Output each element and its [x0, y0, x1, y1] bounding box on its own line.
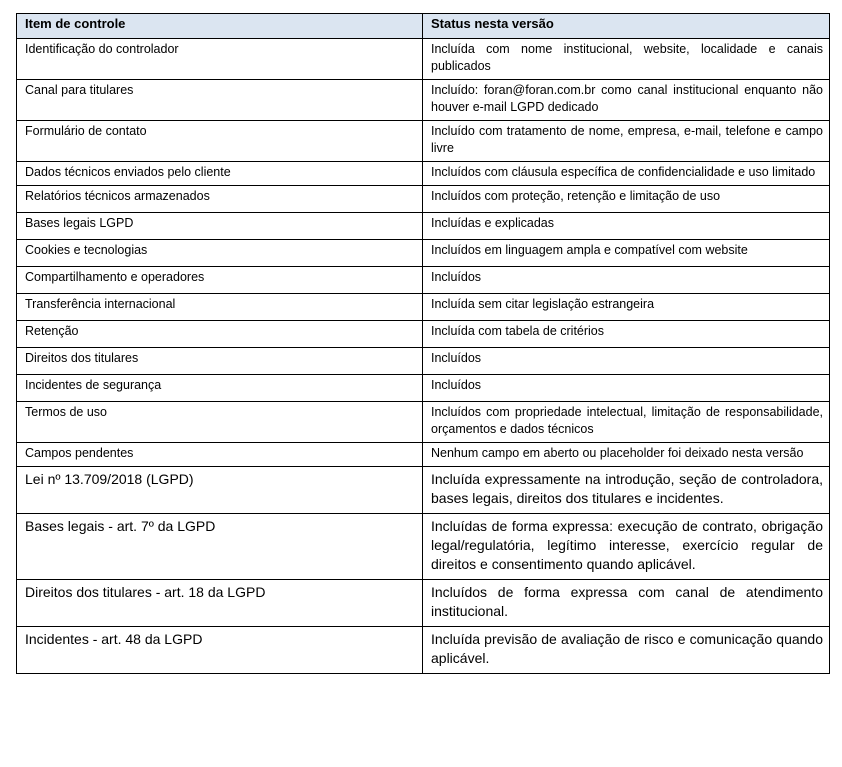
row-item: Termos de uso	[17, 402, 423, 443]
row-item: Bases legais LGPD	[17, 213, 423, 240]
row-item: Transferência internacional	[17, 294, 423, 321]
row-item: Retenção	[17, 321, 423, 348]
table-row	[17, 321, 830, 348]
table-row	[17, 213, 830, 240]
row-item: Relatórios técnicos armazenados	[17, 186, 423, 213]
row-status: Incluídas de forma expressa: execução de contrato, obrigação legal/regulatória, legítimo interesse, exercício regular de direitos e consentimento quando aplicável.	[423, 514, 830, 580]
table-row	[17, 402, 830, 443]
table-row	[17, 443, 830, 467]
row-item: Bases legais - art. 7º da LGPD	[17, 514, 423, 580]
row-item: Direitos dos titulares - art. 18 da LGPD	[17, 580, 423, 627]
table-row	[17, 186, 830, 213]
table-row	[17, 80, 830, 121]
row-status: Nenhum campo em aberto ou placeholder foi deixado nesta versão	[423, 443, 830, 467]
row-item: Incidentes - art. 48 da LGPD	[17, 627, 423, 674]
table-row	[17, 627, 830, 674]
row-item: Incidentes de segurança	[17, 375, 423, 402]
table-row	[17, 514, 830, 580]
row-status: Incluídos	[423, 267, 830, 294]
table-row	[17, 294, 830, 321]
row-status: Incluídos	[423, 348, 830, 375]
table-header-row	[17, 14, 830, 39]
row-item: Campos pendentes	[17, 443, 423, 467]
table-row	[17, 121, 830, 162]
row-status: Incluída previsão de avaliação de risco e comunicação quando aplicável.	[423, 627, 830, 674]
table-row	[17, 39, 830, 80]
control-table	[16, 13, 830, 674]
row-status: Incluídos	[423, 375, 830, 402]
row-status: Incluídos de forma expressa com canal de atendimento institucional.	[423, 580, 830, 627]
row-status: Incluída sem citar legislação estrangeira	[423, 294, 830, 321]
row-status: Incluídos com cláusula específica de confidencialidade e uso limitado	[423, 162, 830, 186]
table-row	[17, 240, 830, 267]
row-status: Incluídos em linguagem ampla e compatível com website	[423, 240, 830, 267]
row-item: Dados técnicos enviados pelo cliente	[17, 162, 423, 186]
table-row	[17, 375, 830, 402]
row-status: Incluídos com proteção, retenção e limitação de uso	[423, 186, 830, 213]
table-row	[17, 348, 830, 375]
table-row	[17, 162, 830, 186]
row-status: Incluído com tratamento de nome, empresa, e-mail, telefone e campo livre	[423, 121, 830, 162]
table-row	[17, 467, 830, 514]
column-header-status: Status nesta versão	[423, 14, 830, 39]
row-status: Incluída com nome institucional, website, localidade e canais publicados	[423, 39, 830, 80]
row-item: Direitos dos titulares	[17, 348, 423, 375]
row-status: Incluídos com propriedade intelectual, limitação de responsabilidade, orçamentos e dados técnicos	[423, 402, 830, 443]
row-item: Canal para titulares	[17, 80, 423, 121]
row-item: Compartilhamento e operadores	[17, 267, 423, 294]
row-status: Incluída com tabela de critérios	[423, 321, 830, 348]
table-row	[17, 267, 830, 294]
column-header-item: Item de controle	[17, 14, 423, 39]
row-status: Incluídas e explicadas	[423, 213, 830, 240]
row-status: Incluído: foran@foran.com.br como canal institucional enquanto não houver e-mail LGPD dedicado	[423, 80, 830, 121]
row-item: Cookies e tecnologias	[17, 240, 423, 267]
table-row	[17, 580, 830, 627]
row-item: Identificação do controlador	[17, 39, 423, 80]
row-item: Lei nº 13.709/2018 (LGPD)	[17, 467, 423, 514]
row-status: Incluída expressamente na introdução, seção de controladora, bases legais, direitos dos titulares e incidentes.	[423, 467, 830, 514]
row-item: Formulário de contato	[17, 121, 423, 162]
